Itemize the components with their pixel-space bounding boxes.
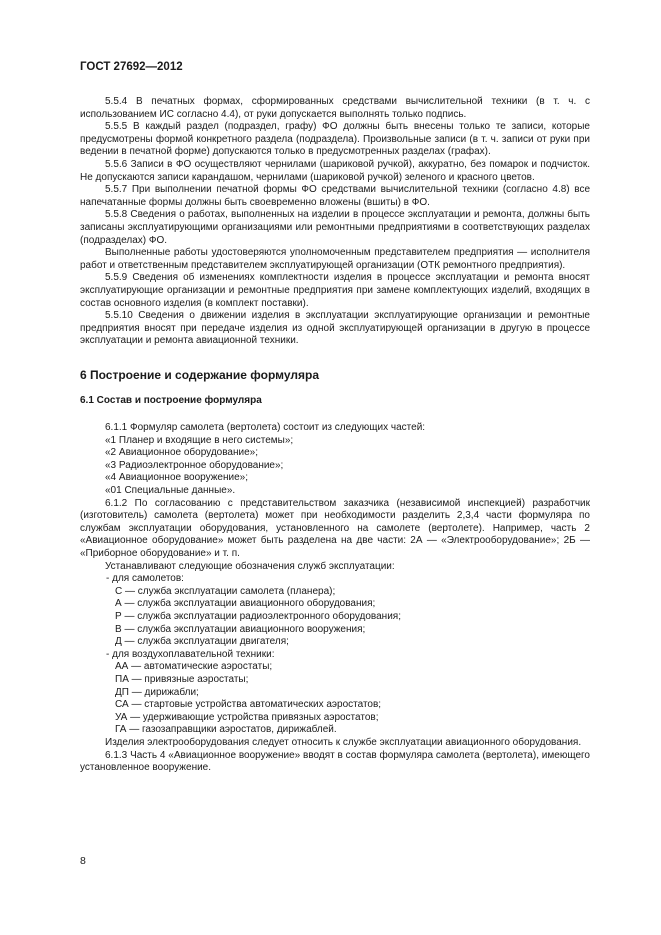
list-item: «4 Авиационное вооружение»; — [105, 472, 248, 484]
list-item: С — служба эксплуатации самолета (планера); — [115, 585, 336, 597]
list-item: «2 Авиационное оборудование»; — [105, 447, 258, 459]
paragraph-5-5-5: 5.5.5 В каждый раздел (подраздел, графу) ФО должны быть внесены только те записи, которые предусмотрены формой конкретного раздела (подраздела). Произвольные записи (в т. ч. записи от руки при ведении в печатной форме) допускаются только в предусмотренных разделах (графах). — [80, 121, 590, 158]
services-intro: Устанавливают следующие обозначения служб эксплуатации: — [105, 560, 395, 572]
paragraph-5-5-6: 5.5.6 Записи в ФО осуществляют чернилами (шариковой ручкой), аккуратно, без помарок и подчисток. Не допускаются записи карандашом, чернилами (шариковой ручкой) зеленого и красного цветов. — [80, 158, 590, 183]
paragraph-5-5-4: 5.5.4 В печатных формах, сформированных средствами вычислительной техники (в т. ч. с использованием ИС согласно 4.4), от руки допускается выполнять только подпись. — [80, 96, 590, 120]
list-item: АА — автоматические аэростаты; — [115, 661, 273, 673]
paragraph-5-5-8: 5.5.8 Сведения о работах, выполненных на изделии в процессе эксплуатации и ремонта, должны быть записаны эксплуатирующими организациями или ремонтными предприятиями в соответствующих разделах (подразделах) ФО. — [80, 209, 590, 246]
list-item: Р — служба эксплуатации радиоэлектронного оборудования; — [115, 610, 401, 622]
list-item: ДП — дирижабли; — [115, 686, 199, 698]
paragraph-6-1-1: 6.1.1 Формуляр самолета (вертолета) состоит из следующих частей: — [105, 422, 426, 434]
aero-group-label: - для воздухоплавательной техники: — [106, 648, 275, 660]
document-header: ГОСТ 27692—2012 — [80, 61, 183, 73]
list-item: «01 Специальные данные». — [105, 485, 236, 497]
paragraph-5-5-10: 5.5.10 Сведения о движении изделия в эксплуатации эксплуатирующие организации и ремонтные предприятия вносят при передаче изделия из одной эксплуатирующей организации в другую в процессе эксплуатации и ремонта авиационной техники. — [80, 310, 590, 347]
paragraph-5-5-7: 5.5.7 При выполнении печатной формы ФО средствами вычислительной техники (согласно 4.8) все напечатанные формы должны быть своевременно вложены (вшиты) в ФО. — [80, 184, 590, 208]
list-item: СА — стартовые устройства автоматических аэростатов; — [115, 699, 382, 711]
list-item: «1 Планер и входящие в него системы»; — [105, 434, 294, 446]
paragraph-electro: Изделия электрооборудования следует относить к службе эксплуатации авиационного оборудования. — [105, 736, 582, 748]
list-item: ГА — газозаправщики аэростатов, дирижаблей. — [115, 724, 337, 736]
list-item: «3 Радиоэлектронное оборудование»; — [105, 459, 284, 471]
paragraph-works-certified: Выполненные работы удостоверяются уполномоченным представителем предприятия — исполнителя работ и ответственным представителем эксплуатирующей организации (ОТК ремонтного предприятия). — [80, 247, 590, 271]
paragraph-6-1-2: 6.1.2 По согласованию с представительством заказчика (независимой инспекцией) разработчик (изготовитель) самолета (вертолета) может при необходимости разделить 2,3,4 части формуляра по службам эксплуатации оборудования, установленного на самолете (вертолете). Например, часть 2 «Авиационное оборудование» может быть разделена на две части: 2А — «Электрооборудование»; 2Б — «Приборное оборудование» и т. п. — [80, 497, 590, 559]
section-title: 6 Построение и содержание формуляра — [80, 367, 320, 382]
list-item: В — служба эксплуатации авиационного вооружения; — [115, 623, 366, 635]
list-item: А — служба эксплуатации авиационного оборудования; — [115, 598, 376, 610]
paragraph-5-5-9: 5.5.9 Сведения об изменениях комплектности изделия в процессе эксплуатации и ремонта вносят эксплуатирующие организации и ремонтные предприятия при замене комплектующих изделий, входящих в состав основного изделия (в комплект поставки). — [80, 272, 590, 309]
list-item: Д — служба эксплуатации двигателя; — [115, 636, 289, 648]
list-item: УА — удерживающие устройства привязных аэростатов; — [115, 711, 379, 723]
page-content — [80, 96, 590, 775]
paragraph-6-1-3: 6.1.3 Часть 4 «Авиационное вооружение» вводят в состав формуляра самолета (вертолета), имеющего установленное вооружение. — [80, 749, 590, 774]
subsection-title: 6.1 Состав и построение формуляра — [80, 395, 262, 407]
aircraft-group-label: - для самолетов: — [106, 573, 184, 585]
page-number: 8 — [80, 855, 86, 867]
list-item: ПА — привязные аэростаты; — [115, 673, 249, 685]
